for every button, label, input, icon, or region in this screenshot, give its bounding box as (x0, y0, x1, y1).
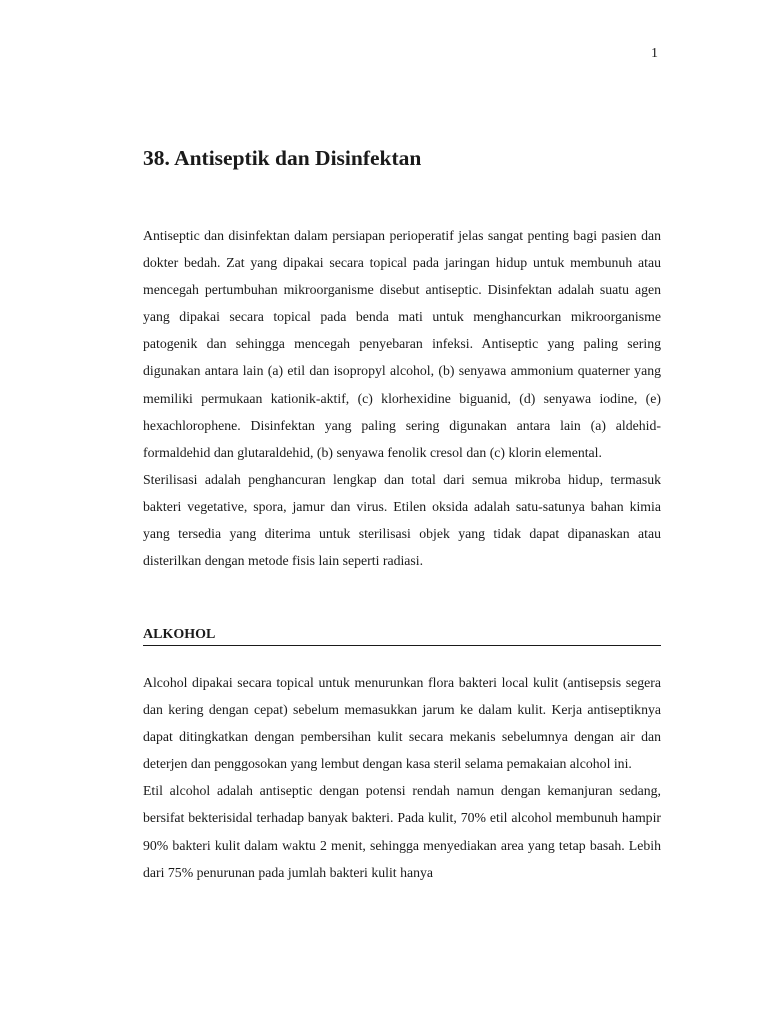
page-number: 1 (651, 46, 658, 61)
intro-paragraph-antiseptic: Antiseptic dan disinfektan dalam persiapan perioperatif jelas sangat penting bagi pasien dan dokter bedah. Zat yang dipakai secara topical pada jaringan hidup untuk membunuh atau mencegah pertumbuhan mikroorganisme disebut antiseptic. Disinfektan adalah suatu agen yang dipakai secara topical pada benda mati untuk menghancurkan mikroorganisme patogenik dan sehingga mencegah penyebaran infeksi. Antiseptic yang paling sering digunakan antara lain (a) etil dan isopropyl alcohol, (b) senyawa ammonium quaterner yang memiliki permukaan kationik-aktif, (c) klorhexidine biguanid, (d) senyawa iodine, (e) hexachlorophene. Disinfektan yang paling sering digunakan antara lain (a) aldehid-formaldehid dan glutaraldehid, (b) senyawa fenolik cresol dan (c) klorin elemental. (143, 228, 661, 460)
document-title: 38. Antiseptik dan Disinfektan (143, 146, 422, 170)
alkohol-paragraph-etil: Etil alcohol adalah antiseptic dengan potensi rendah namun dengan kemanjuran sedang, bersifat bekterisidal terhadap banyak bakteri. Pada kulit, 70% etil alcohol membunuh hampir 90% bakteri kulit dalam waktu 2 menit, sehingga menyediakan area yang tetap basah. Lebih dari 75% penurunan pada jumlah bakteri kulit hanya (143, 783, 661, 880)
alkohol-paragraph-topical: Alcohol dipakai secara topical untuk menurunkan flora bakteri local kulit (antisepsis segera dan kering dengan cepat) sebelum memasukkan jarum ke dalam kulit. Kerja antiseptiknya dapat ditingkatkan dengan pembersihan kulit secara mekanis sebelumnya dengan air dan deterjen dan penggosokan yang lembut dengan kasa steril selama pemakaian alcohol ini. (143, 675, 661, 772)
alkohol-section (143, 669, 661, 886)
intro-paragraph-sterilisasi: Sterilisasi adalah penghancuran lengkap dan total dari semua mikroba hidup, termasuk bakteri vegetative, spora, jamur dan virus. Etilen oksida adalah satu-satunya bahan kimia yang tersedia yang diterima untuk sterilisasi objek yang tidak dapat dipanaskan atau disterilkan dengan metode fisis lain seperti radiasi. (143, 471, 661, 569)
intro-section (143, 222, 661, 574)
section-heading-alkohol: ALKOHOL (143, 627, 661, 646)
